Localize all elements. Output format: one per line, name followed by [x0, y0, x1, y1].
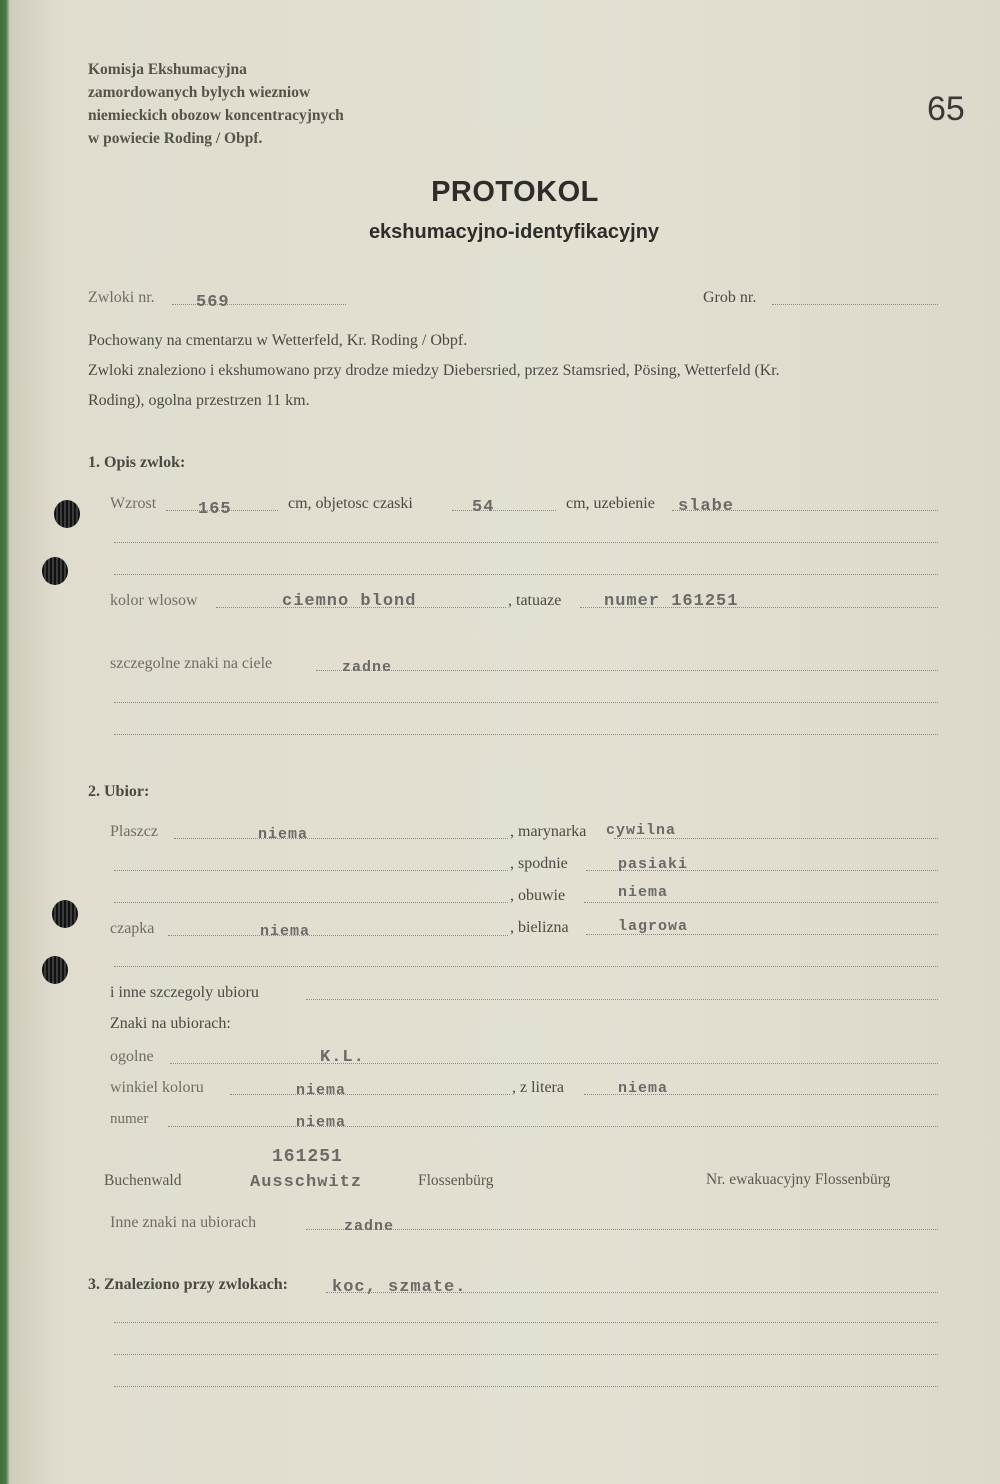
section-3-heading: 3. Znaleziono przy zwlokach: — [88, 1276, 288, 1293]
header-line-2: zamordowanych bylych wiezniow — [88, 84, 311, 101]
znaleziono-line-1: Zwloki znaleziono i ekshumowano przy drodze miedzy Diebersried, przez Stamsried, Pösing, Wetterfeld (Kr. — [88, 362, 780, 379]
header-line-1: Komisja Ekshumacyjna — [88, 61, 247, 78]
bielizna-label: , bielizna — [510, 919, 569, 936]
section-1-heading: 1. Opis zwlok: — [88, 454, 186, 471]
cm-uzebienie-label: cm, uzebienie — [566, 495, 655, 512]
blank-dotted-line — [114, 574, 938, 575]
blank-dotted-line — [114, 734, 938, 735]
blank-dotted-line — [114, 702, 938, 703]
czaski-dotted-line — [452, 510, 556, 511]
plaszcz-label: Plaszcz — [110, 823, 158, 840]
winkiel-label: winkiel koloru — [110, 1079, 204, 1096]
obuwie-value: niema — [618, 884, 669, 901]
obuwie-label: , obuwie — [510, 887, 566, 904]
czapka-dotted-line — [168, 935, 508, 936]
plaszcz-value: niema — [258, 826, 309, 843]
punch-hole — [42, 956, 68, 984]
flossenburg-label: Flossenbürg — [418, 1172, 494, 1189]
inne-znaki-value: zadne — [344, 1218, 395, 1235]
inne-szczegoly-dotted-line — [306, 999, 938, 1000]
uzebienie-value: slabe — [678, 497, 735, 516]
ogolne-dotted-line — [170, 1063, 938, 1064]
inne-znaki-dotted-line — [306, 1229, 938, 1230]
numer-label: numer — [110, 1111, 149, 1127]
litera-label: , z litera — [512, 1079, 564, 1096]
numer-dotted-line — [168, 1126, 938, 1127]
buchenwald-label: Buchenwald — [104, 1172, 182, 1189]
section-2-heading: 2. Ubior: — [88, 783, 150, 800]
znaki-ciele-label: szczegolne znaki na ciele — [110, 655, 273, 672]
kolor-value: ciemno blond — [282, 592, 417, 611]
znaki-ubiorach-label: Znaki na ubiorach: — [110, 1015, 231, 1032]
ewakuacyjny-label: Nr. ewakuacyjny Flossenbürg — [706, 1171, 891, 1188]
tatuaze-label: , tatuaze — [508, 592, 562, 609]
page-title: PROTOKOL — [431, 176, 599, 208]
marynarka-label: , marynarka — [510, 823, 587, 840]
blank-dotted-line — [114, 902, 508, 903]
znaleziono-value: koc, szmate. — [332, 1278, 467, 1297]
blank-dotted-line — [114, 966, 938, 967]
winkiel-dotted-line — [230, 1094, 510, 1095]
blank-dotted-line — [114, 542, 938, 543]
pochowany-text: Pochowany na cmentarzu w Wetterfeld, Kr. Roding / Obpf. — [88, 332, 468, 349]
page-number: 65 — [927, 90, 965, 128]
ogolne-label: ogolne — [110, 1048, 154, 1065]
winkiel-value: niema — [296, 1082, 347, 1099]
page-subtitle: ekshumacyjno-identyfikacyjny — [368, 221, 660, 243]
numer-value: niema — [296, 1114, 347, 1131]
camp-number-value: 161251 — [272, 1147, 343, 1167]
punch-hole — [54, 500, 80, 528]
czapka-label: czapka — [110, 920, 155, 937]
auschwitz-value: Ausschwitz — [250, 1173, 363, 1192]
zwloki-value: 569 — [196, 293, 230, 312]
punch-hole — [52, 900, 78, 928]
bielizna-value: lagrowa — [618, 918, 689, 935]
blank-dotted-line — [114, 1322, 938, 1323]
wzrost-label: Wzrost — [110, 495, 157, 512]
plaszcz-dotted-line — [174, 838, 508, 839]
inne-znaki-label: Inne znaki na ubiorach — [110, 1214, 257, 1231]
czapka-value: niema — [260, 923, 311, 940]
ogolne-value: K.L. — [320, 1048, 365, 1067]
blank-dotted-line — [114, 1386, 938, 1387]
spodnie-label: , spodnie — [510, 855, 568, 872]
obuwie-dotted-line — [584, 902, 938, 903]
znaki-ciele-value: zadne — [342, 659, 393, 676]
grob-label: Grob nr. — [703, 289, 757, 306]
inne-szczegoly-label: i inne szczegoly ubioru — [110, 984, 259, 1001]
tatuaze-value: numer 161251 — [604, 592, 739, 611]
kolor-label: kolor wlosow — [110, 592, 198, 609]
zwloki-label: Zwloki nr. — [88, 289, 155, 306]
punch-hole — [42, 557, 68, 585]
header-line-4: w powiecie Roding / Obpf. — [88, 130, 263, 147]
commission-header — [88, 58, 344, 150]
blank-dotted-line — [114, 1354, 938, 1355]
header-line-3: niemieckich obozow koncentracyjnych — [88, 107, 344, 124]
znaleziono-line-2: Roding), ogolna przestrzen 11 km. — [88, 392, 310, 409]
wzrost-value: 165 — [198, 500, 232, 519]
znaki-ciele-dotted-line — [316, 670, 938, 671]
grob-dotted-line — [772, 304, 938, 305]
litera-value: niema — [618, 1080, 669, 1097]
blank-dotted-line — [114, 870, 508, 871]
spodnie-value: pasiaki — [618, 856, 689, 873]
cm-czaski-label: cm, objetosc czaski — [288, 495, 413, 512]
czaski-value: 54 — [472, 498, 495, 517]
marynarka-value: cywilna — [606, 822, 677, 839]
